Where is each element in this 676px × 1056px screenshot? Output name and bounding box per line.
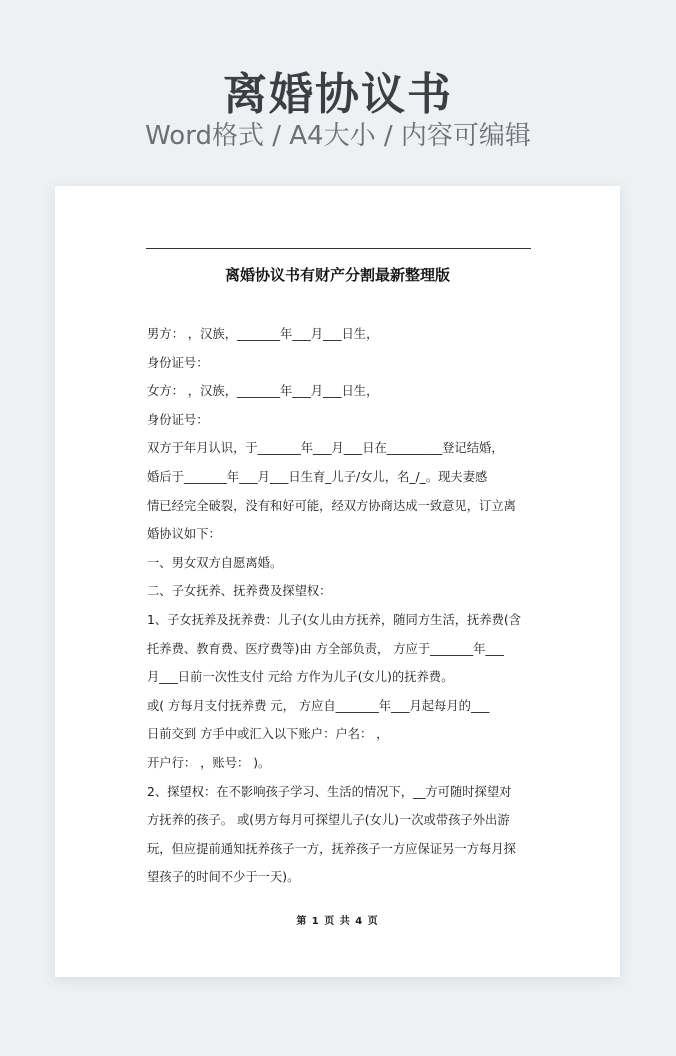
document-page [55, 186, 620, 977]
body-line: 婚协议如下： [147, 527, 221, 542]
body-line: 一、男女双方自愿离婚。 [147, 555, 283, 570]
document-body [147, 320, 535, 892]
body-line: 身份证号： [147, 412, 209, 427]
body-line: 情已经完全破裂，没有和好可能，经双方协商达成一致意见，订立离 [147, 498, 516, 513]
body-line: 玩，但应提前通知抚养孩子一方，抚养孩子一方应保证另一方每月探 [147, 841, 516, 856]
body-line: 女方： ，汉族，_______年___月___日生， [147, 384, 379, 399]
body-line: 二、子女抚养、抚养费及探望权： [147, 584, 332, 599]
body-line: 望孩子的时间不少于一天)。 [147, 870, 300, 885]
body-line: 2、探望权：在不影响孩子学习、生活的情况下，__方可随时探望对 [147, 784, 512, 799]
body-line: 1、子女抚养及抚养费：儿子(女儿由方抚养，随同方生活，抚养费(含 [147, 612, 522, 627]
banner-title: 离婚协议书 [223, 69, 453, 120]
body-line: 方抚养的孩子。 或(男方每月可探望儿子(女儿)一次或带孩子外出游 [147, 813, 510, 828]
body-line: 月___日前一次性支付 元给 方作为儿子(女儿)的抚养费。 [147, 670, 454, 685]
body-line: 男方： ，汉族，_______年___月___日生， [147, 327, 379, 341]
header-divider [146, 248, 531, 249]
body-line: 双方于年月认识，于_______年___月___日在_________登记结婚， [147, 441, 504, 456]
banner-subtitle: Word格式 / A4大小 / 内容可编辑 [145, 121, 531, 151]
page-number: 第 1 页 共 4 页 [296, 916, 379, 927]
body-line: 或( 方每月支付抚养费 元， 方应自_______年___月起每月的___ [147, 698, 490, 713]
body-line: 日前交到 方手中或汇入以下账户：户名： ， [147, 727, 389, 742]
body-line: 身份证号： [147, 355, 209, 370]
body-line: 托养费、教育费、医疗费等)由 方全部负责， 方应于_______年___ [147, 641, 504, 656]
body-line: 婚后于_______年___月___日生育_儿子/女儿，名_/_。现夫妻感 [147, 469, 488, 484]
body-line: 开户行： ，账号： )。 [147, 755, 271, 770]
document-title: 离婚协议书有财产分割最新整理版 [224, 266, 450, 284]
